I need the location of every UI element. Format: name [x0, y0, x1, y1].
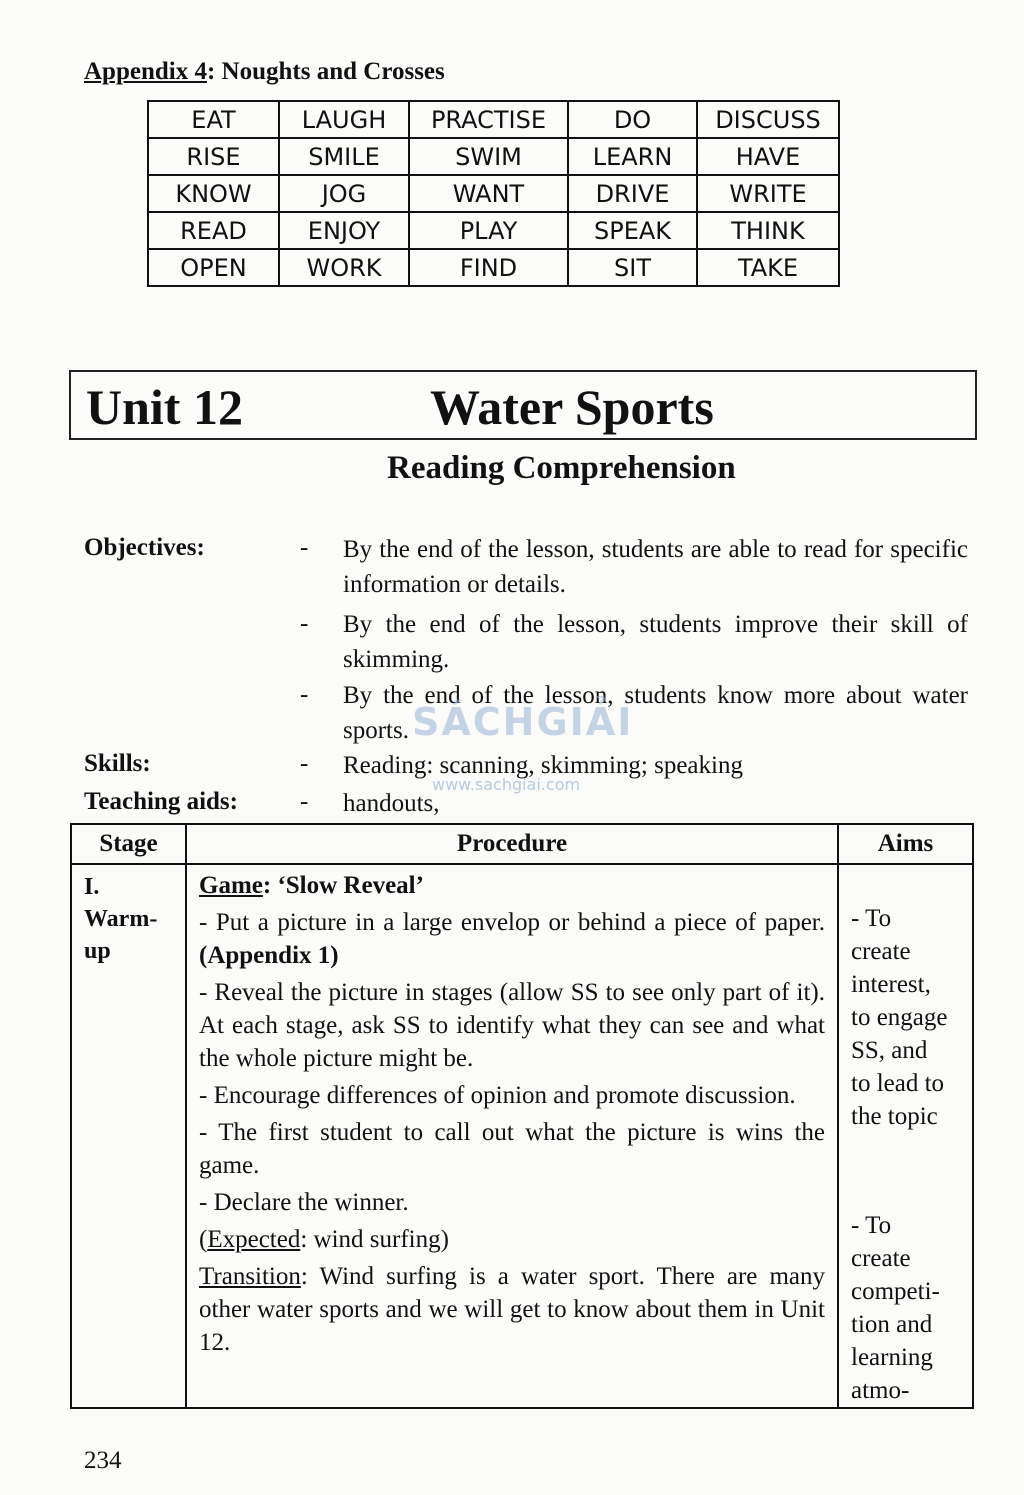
grid-cell: READ — [148, 212, 279, 249]
objectives-label: Objectives: — [84, 534, 205, 561]
grid-cell: OPEN — [148, 249, 279, 286]
aim-line: interest, — [851, 971, 931, 998]
grid-cell: ENJOY — [279, 212, 409, 249]
aim-line: the topic — [851, 1103, 938, 1130]
table-header-row — [71, 824, 973, 864]
expected-value: : wind surfing) — [300, 1226, 449, 1253]
appendix-label: Appendix 4 — [84, 58, 207, 85]
grid-cell: HAVE — [697, 138, 839, 175]
procedure-step: - The first student to call out what the picture is wins the game. — [199, 1119, 825, 1179]
bullet-dash: - — [300, 788, 309, 815]
grid-cell: WORK — [279, 249, 409, 286]
game-line — [199, 869, 825, 902]
grid-cell: TAKE — [697, 249, 839, 286]
watermark-logo: SÁCHGIẢI — [412, 700, 634, 744]
teaching-aids-label: Teaching aids: — [84, 788, 238, 815]
grid-row — [148, 212, 839, 249]
game-label: Game — [199, 872, 263, 899]
transition-line — [199, 1260, 825, 1359]
expected-line — [199, 1223, 825, 1256]
procedure-step: - Declare the winner. — [199, 1189, 409, 1216]
grid-row — [148, 249, 839, 286]
aim-line: tion and — [851, 1311, 933, 1338]
aim-line: create — [851, 938, 911, 965]
skills-label: Skills: — [84, 750, 151, 777]
grid-cell: THINK — [697, 212, 839, 249]
expected-label: Expected — [207, 1226, 301, 1253]
appendix-ref: (Appendix 1) — [199, 942, 339, 969]
grid-cell: KNOW — [148, 175, 279, 212]
stage-cell — [71, 864, 186, 1408]
grid-cell: EAT — [148, 101, 279, 138]
grid-cell: SMILE — [279, 138, 409, 175]
grid-cell: FIND — [409, 249, 568, 286]
aim-line: competi- — [851, 1278, 940, 1305]
transition-label: Transition — [199, 1263, 301, 1290]
procedure-step: - Encourage differences of opinion and promote discussion. — [199, 1082, 796, 1109]
procedure-step: - Reveal the picture in stages (allow SS to see only part of it). At each stage, ask SS to identify what they can see and what the whole picture might be. — [199, 979, 825, 1072]
bullet-dash: - — [300, 534, 309, 561]
grid-cell: JOG — [279, 175, 409, 212]
procedure-step — [199, 906, 825, 972]
aim-line: - To — [851, 905, 892, 932]
transition-text: : Wind surfing is a water sport. There are many other water sports and we will get to know about them in Unit 12. — [199, 1263, 825, 1356]
appendix-title: : Noughts and Crosses — [206, 58, 445, 85]
stage-name: Warm- — [84, 906, 158, 932]
procedure-cell — [186, 864, 838, 1408]
step-text: - Put a picture in a large envelop or behind a piece of paper. — [199, 909, 825, 936]
grid-cell: WANT — [409, 175, 568, 212]
aim-line: to lead to — [851, 1070, 945, 1097]
grid-cell: SIT — [568, 249, 697, 286]
grid-cell: PRACTISE — [409, 101, 568, 138]
grid-cell: LAUGH — [279, 101, 409, 138]
unit-number: Unit 12 — [86, 379, 243, 435]
bullet-dash: - — [300, 681, 309, 708]
watermark-url: www.sachgiai.com — [432, 775, 581, 794]
aims-cell — [838, 864, 973, 1408]
skills-value: Reading: scanning, skimming; speaking — [343, 752, 743, 779]
aim-line: create — [851, 1245, 911, 1272]
grid-cell: DRIVE — [568, 175, 697, 212]
page-number: 234 — [84, 1447, 122, 1474]
grid-row — [148, 138, 839, 175]
aims-header: Aims — [838, 824, 973, 864]
procedure-table — [70, 823, 974, 1409]
objective-item: By the end of the lesson, students know more about water sports. — [343, 682, 968, 744]
aim-line: atmo- — [851, 1377, 910, 1404]
procedure-header: Procedure — [186, 824, 838, 864]
stage-number: I. — [84, 874, 100, 900]
grid-cell: SPEAK — [568, 212, 697, 249]
teaching-aids-value: handouts, — [343, 790, 440, 817]
grid-row — [148, 175, 839, 212]
grid-row — [148, 101, 839, 138]
aim-line: learning — [851, 1344, 933, 1371]
grid-cell: DO — [568, 101, 697, 138]
lesson-subtitle: Reading Comprehension — [387, 450, 736, 486]
stage-name: up — [84, 938, 111, 964]
objective-item: By the end of the lesson, students improve their skill of skimming. — [343, 611, 968, 673]
bullet-dash: - — [300, 610, 309, 637]
bullet-dash: - — [300, 750, 309, 777]
paren: ( — [199, 1226, 208, 1253]
grid-cell: PLAY — [409, 212, 568, 249]
noughts-crosses-grid — [147, 100, 840, 287]
table-row — [71, 864, 973, 1408]
stage-header: Stage — [71, 824, 186, 864]
grid-cell: SWIM — [409, 138, 568, 175]
aim-line: SS, and — [851, 1037, 928, 1064]
grid-cell: DISCUSS — [697, 101, 839, 138]
grid-cell: LEARN — [568, 138, 697, 175]
aim-line: to engage — [851, 1004, 948, 1031]
aim-line: - To — [851, 1212, 892, 1239]
grid-cell: WRITE — [697, 175, 839, 212]
objective-item: By the end of the lesson, students are able to read for specific information or details. — [343, 536, 968, 598]
game-name: : ‘Slow Reveal’ — [262, 872, 424, 899]
unit-title: Water Sports — [430, 379, 714, 435]
grid-cell: RISE — [148, 138, 279, 175]
appendix-heading — [84, 58, 445, 86]
